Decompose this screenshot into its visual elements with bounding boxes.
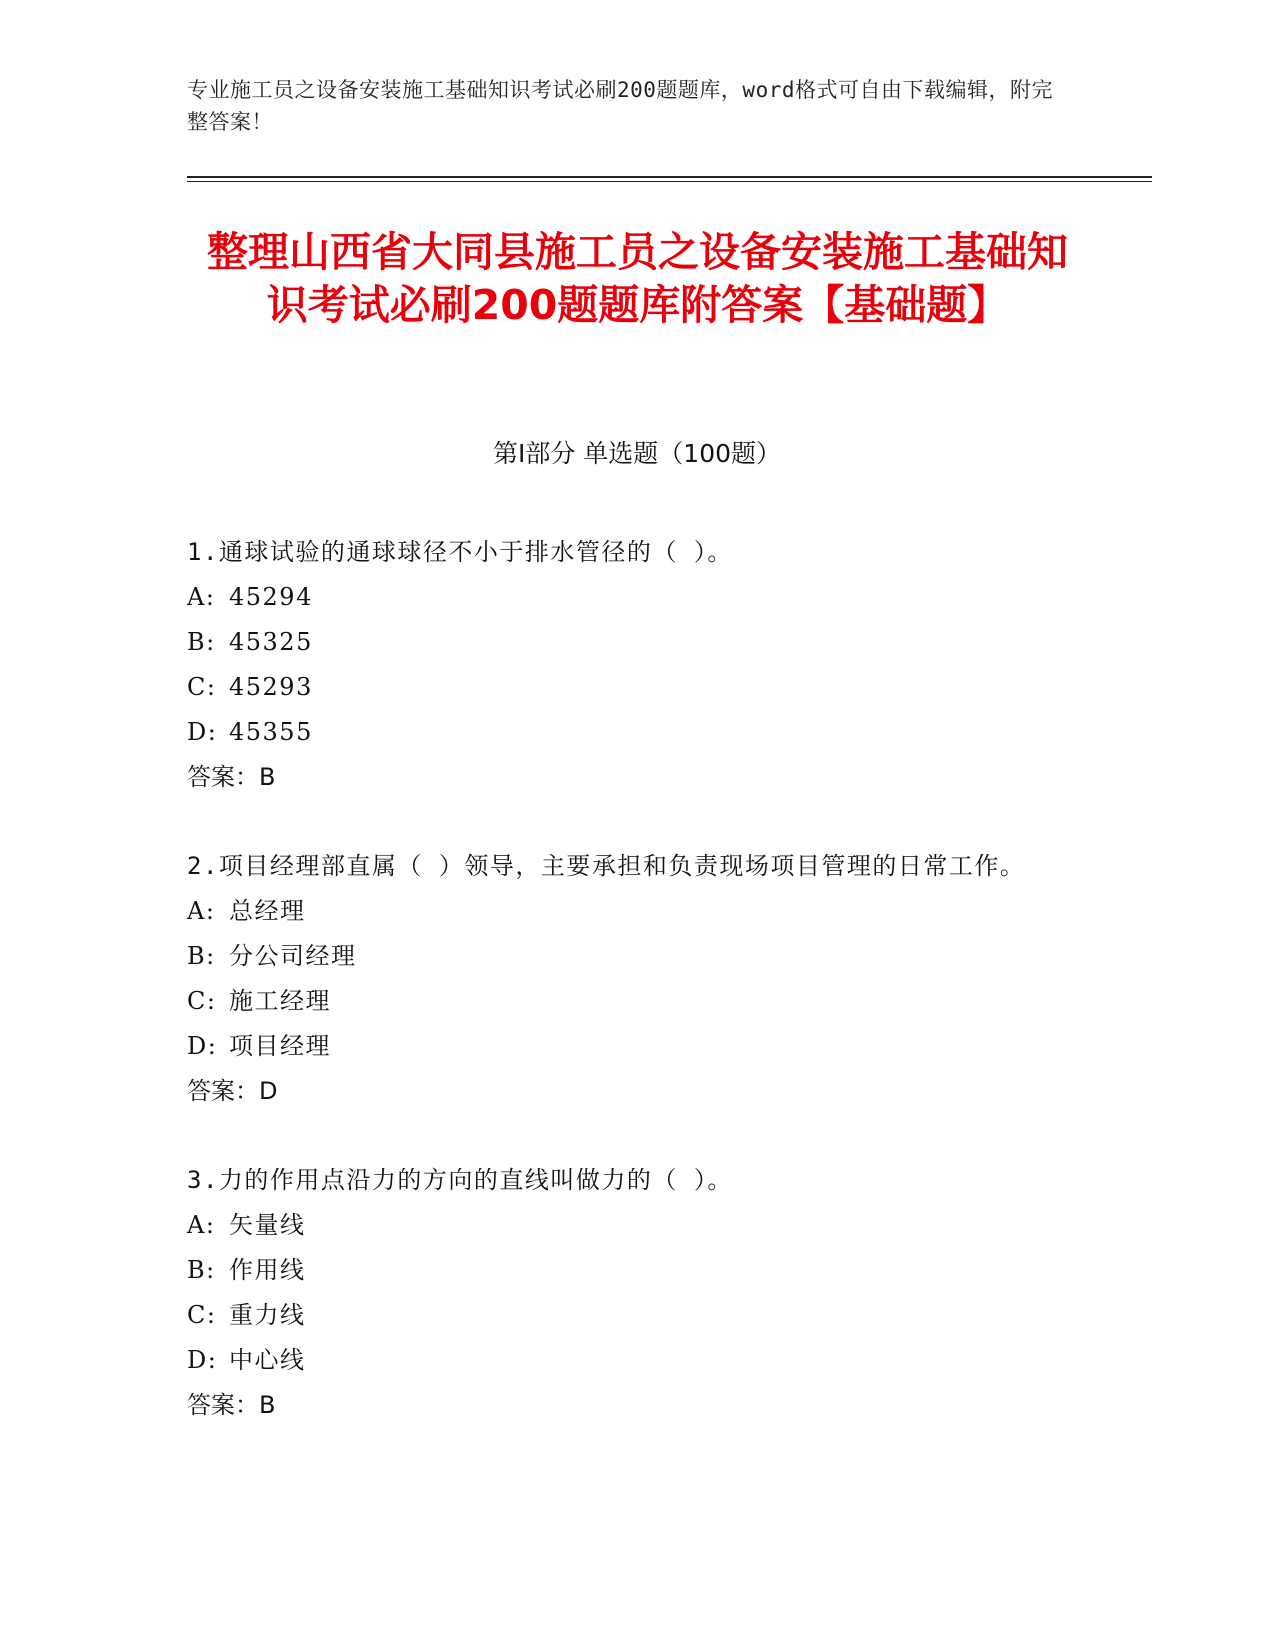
header-divider-thin [187, 181, 1152, 182]
option-text: 45355 [229, 718, 313, 746]
option-text: 45294 [229, 583, 313, 611]
option-c [187, 665, 1067, 710]
option-d [187, 710, 1067, 755]
answer-line: 答案：B [187, 763, 276, 791]
answer-line: 答案：B [187, 1391, 276, 1419]
option-text: 45325 [229, 628, 313, 656]
answer-line: 答案：D [187, 1077, 278, 1105]
option-text: 分公司经理 [229, 942, 357, 970]
question-stem: 2.项目经理部直属（ ）领导，主要承担和负责现场项目管理的日常工作。 [187, 852, 1026, 880]
option-b [187, 934, 1067, 979]
option-letter: C: [187, 673, 217, 701]
option-text: 施工经理 [229, 987, 331, 1015]
option-b [187, 620, 1067, 665]
option-text: 作用线 [229, 1256, 306, 1284]
option-d [187, 1024, 1067, 1069]
option-text: 项目经理 [229, 1032, 331, 1060]
option-letter: B: [187, 1256, 216, 1284]
option-d [187, 1338, 1067, 1383]
question-list [187, 530, 1067, 1472]
option-letter: D: [187, 1346, 218, 1374]
option-a [187, 889, 1067, 934]
option-c [187, 979, 1067, 1024]
question-stem: 3.力的作用点沿力的方向的直线叫做力的（ ）。 [187, 1166, 733, 1194]
option-letter: D: [187, 718, 218, 746]
option-text: 重力线 [229, 1301, 306, 1329]
option-text: 总经理 [229, 897, 306, 925]
header-note: 专业施工员之设备安装施工基础知识考试必刷200题题库，word格式可自由下载编辑，附完整答案！ [187, 78, 1053, 134]
document-title: 整理山西省大同县施工员之设备安装施工基础知识考试必刷200题题库附答案【基础题】 [207, 228, 1068, 329]
option-letter: B: [187, 942, 216, 970]
option-letter: A: [187, 1211, 216, 1239]
option-c [187, 1293, 1067, 1338]
question-3 [187, 1158, 1067, 1428]
question-stem: 1.通球试验的通球球径不小于排水管径的（ ）。 [187, 538, 733, 566]
option-letter: C: [187, 987, 217, 1015]
option-text: 中心线 [229, 1346, 306, 1374]
header-divider-thick [187, 176, 1152, 178]
question-2 [187, 844, 1067, 1114]
section-title: 第Ⅰ部分 单选题（100题） [492, 439, 782, 468]
option-letter: B: [187, 628, 216, 656]
option-a [187, 575, 1067, 620]
option-letter: A: [187, 583, 216, 611]
question-1 [187, 530, 1067, 800]
option-letter: D: [187, 1032, 218, 1060]
option-b [187, 1248, 1067, 1293]
option-letter: C: [187, 1301, 217, 1329]
option-text: 矢量线 [229, 1211, 306, 1239]
option-a [187, 1203, 1067, 1248]
option-letter: A: [187, 897, 216, 925]
option-text: 45293 [229, 673, 313, 701]
